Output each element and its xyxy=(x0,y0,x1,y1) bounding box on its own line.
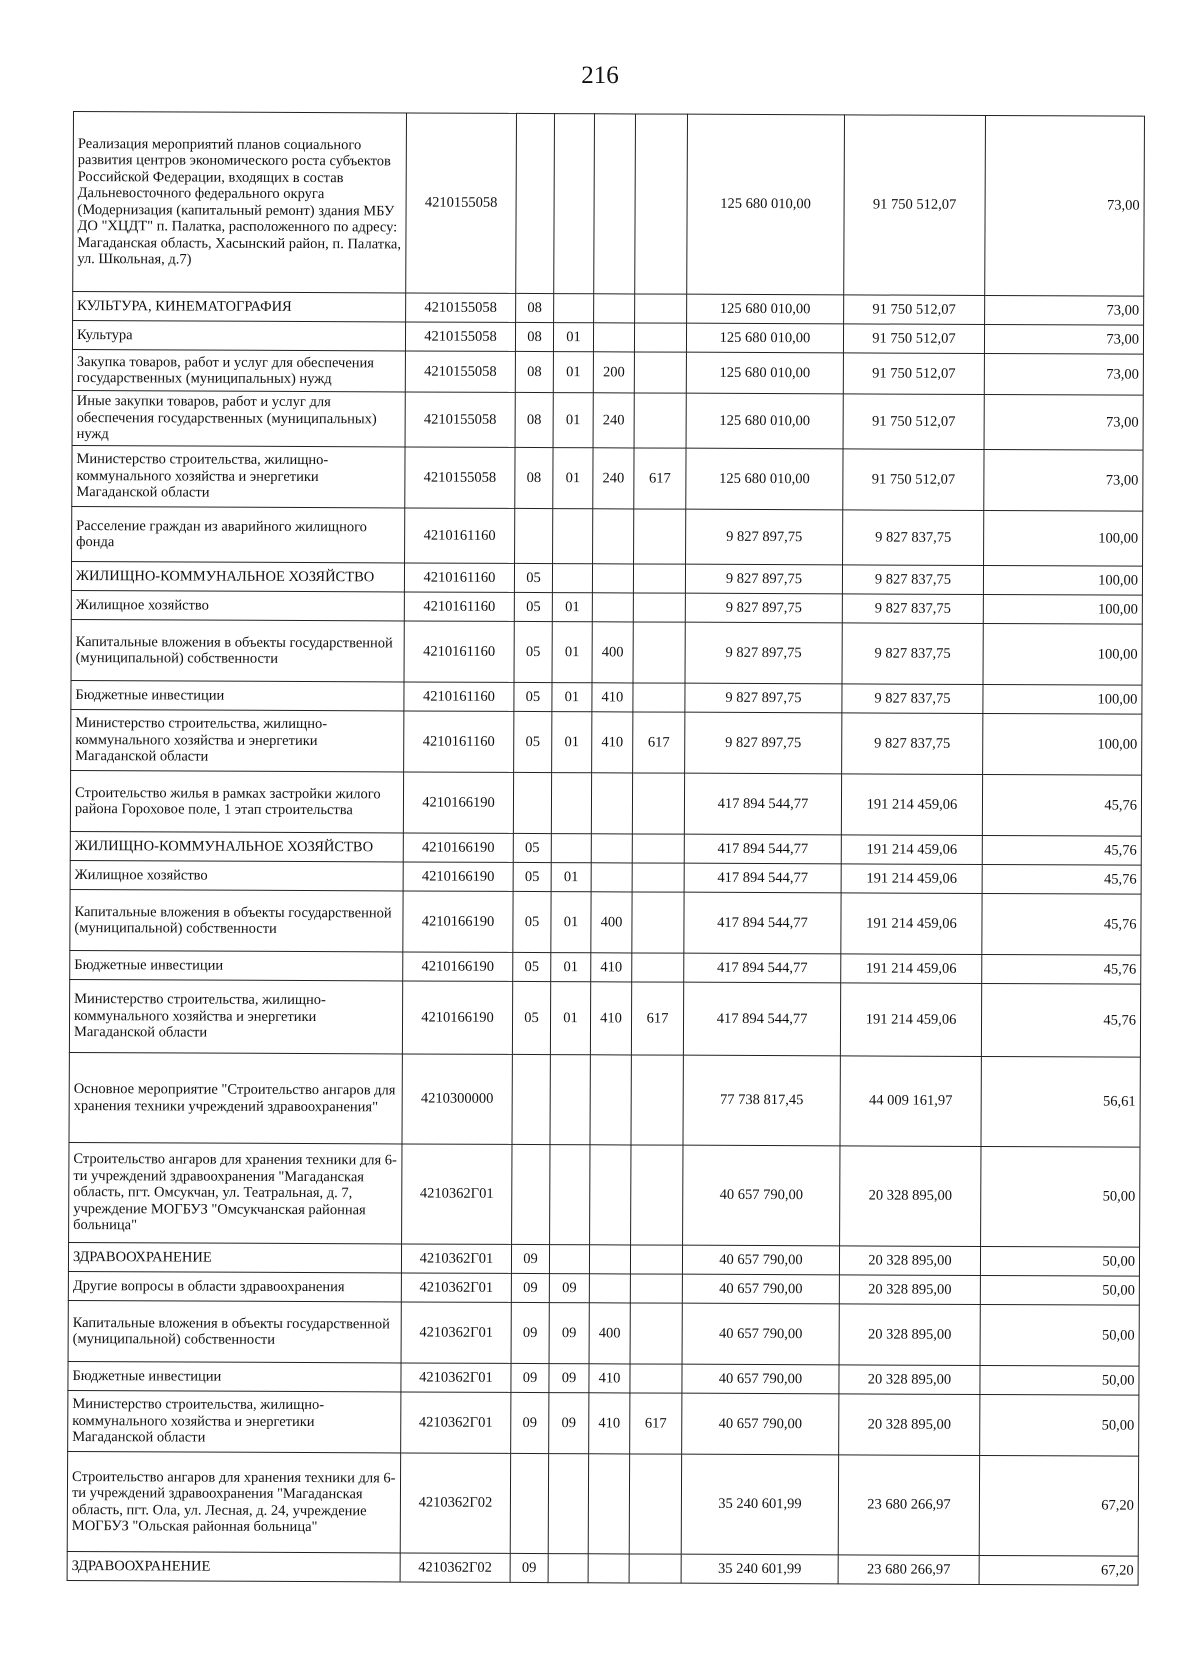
row-code: 4210161160 xyxy=(405,508,515,563)
row-expense-type xyxy=(589,1274,630,1303)
row-code: 4210161160 xyxy=(404,711,514,772)
row-plan: 40 657 790,00 xyxy=(682,1274,839,1304)
row-subsection: 09 xyxy=(549,1274,589,1303)
table-row xyxy=(71,590,1142,624)
row-name: Основное мероприятие "Строительство ангаров для хранения техники учреждений здравоохранения" xyxy=(69,1052,402,1143)
row-percent: 50,00 xyxy=(980,1394,1139,1456)
table-row xyxy=(70,860,1141,894)
row-section: 09 xyxy=(511,1302,549,1363)
row-code: 4210155058 xyxy=(406,113,517,293)
table-row xyxy=(68,1361,1139,1395)
row-subsection xyxy=(548,1554,588,1583)
row-fact: 23 680 266,97 xyxy=(838,1455,979,1556)
row-percent: 100,00 xyxy=(983,623,1142,685)
row-name: Министерство строительства, жилищно-коммунального хозяйства и энергетики Магаданской области xyxy=(72,445,405,507)
row-fact: 91 750 512,07 xyxy=(844,115,986,296)
row-name: Реализация мероприятий планов социального развития центров экономического роста субъектов Российской Федерации, входящих в состав Дальневосточного федерального округа (Модернизация (капитальный ремонт) здания МБУ ДО "ХЦДТ" п. Палатка, расположенного по адресу: Магаданская область, Хасынский район, п. Палатка, ул. Школьная, д.7) xyxy=(73,112,407,293)
row-percent: 73,00 xyxy=(984,324,1143,354)
row-expense-type xyxy=(591,773,632,834)
row-code: 4210155058 xyxy=(405,351,515,392)
table-row xyxy=(73,112,1145,297)
row-plan: 40 657 790,00 xyxy=(682,1245,839,1275)
row-fact: 91 750 512,07 xyxy=(843,324,984,354)
row-section: 05 xyxy=(514,563,552,592)
row-code: 4210155058 xyxy=(406,293,516,322)
row-administrator xyxy=(630,1364,682,1393)
row-percent: 73,00 xyxy=(985,295,1144,325)
row-subsection xyxy=(554,114,595,294)
row-subsection: 01 xyxy=(552,683,592,712)
row-section: 05 xyxy=(513,833,551,862)
row-expense-type xyxy=(592,564,633,593)
row-plan: 125 680 010,00 xyxy=(687,294,844,324)
table-row xyxy=(72,445,1143,511)
row-fact: 20 328 895,00 xyxy=(839,1394,980,1456)
row-subsection: 01 xyxy=(553,352,593,393)
row-name: Закупка товаров, работ и услуг для обеспечения государственных (муниципальных) нужд xyxy=(72,349,405,391)
table-row xyxy=(70,889,1141,955)
row-code: 4210161160 xyxy=(404,682,514,711)
row-code: 4210362Г01 xyxy=(401,1273,511,1302)
row-name: Капитальные вложения в объекты государственной (муниципальной) собственности xyxy=(71,619,404,681)
row-fact: 20 328 895,00 xyxy=(840,1146,981,1247)
row-percent: 67,20 xyxy=(979,1455,1138,1556)
row-administrator xyxy=(634,352,686,393)
row-plan: 35 240 601,99 xyxy=(681,1554,838,1584)
row-name: Жилищное хозяйство xyxy=(71,590,404,620)
row-section: 05 xyxy=(513,952,551,981)
row-plan: 9 827 897,75 xyxy=(686,509,843,565)
row-code: 4210362Г01 xyxy=(401,1302,511,1363)
row-administrator xyxy=(629,1554,681,1583)
row-name: Строительство жилья в рамках застройки жилого района Гороховое поле, 1 этап строительства xyxy=(70,770,403,832)
row-plan: 417 894 544,77 xyxy=(684,892,841,954)
row-administrator xyxy=(632,953,684,982)
row-subsection: 01 xyxy=(553,393,593,448)
row-plan: 40 657 790,00 xyxy=(682,1393,839,1455)
row-administrator xyxy=(634,509,686,564)
row-expense-type: 400 xyxy=(592,622,633,683)
page-number: 216 xyxy=(581,62,619,89)
row-percent: 50,00 xyxy=(980,1304,1139,1366)
row-subsection xyxy=(551,834,591,863)
row-percent: 45,76 xyxy=(982,954,1141,984)
row-code: 4210300000 xyxy=(402,1054,512,1144)
row-administrator xyxy=(635,114,688,294)
row-name: Бюджетные инвестиции xyxy=(68,1361,401,1391)
row-code: 4210362Г01 xyxy=(401,1244,511,1273)
row-percent: 45,76 xyxy=(982,774,1141,836)
row-plan: 125 680 010,00 xyxy=(686,352,843,394)
row-percent: 50,00 xyxy=(980,1365,1139,1395)
row-code: 4210362Г02 xyxy=(400,1453,510,1553)
row-plan: 417 894 544,77 xyxy=(684,953,841,983)
row-expense-type: 410 xyxy=(592,712,633,773)
row-administrator xyxy=(630,1303,682,1364)
row-code: 4210155058 xyxy=(405,322,515,351)
row-subsection: 09 xyxy=(549,1364,589,1393)
row-expense-type xyxy=(594,114,636,294)
row-administrator xyxy=(633,622,685,683)
row-fact: 44 009 161,97 xyxy=(840,1056,981,1147)
row-plan: 125 680 010,00 xyxy=(686,323,843,353)
budget-execution-table xyxy=(67,111,1145,1586)
row-name: КУЛЬТУРА, КИНЕМАТОГРАФИЯ xyxy=(73,292,406,322)
row-subsection: 01 xyxy=(551,953,591,982)
row-plan: 125 680 010,00 xyxy=(686,448,843,510)
row-expense-type xyxy=(591,834,632,863)
row-code: 4210166190 xyxy=(403,952,513,981)
row-fact: 9 827 837,75 xyxy=(843,510,984,566)
row-plan: 9 827 897,75 xyxy=(685,564,842,594)
row-plan: 9 827 897,75 xyxy=(685,593,842,623)
row-section: 05 xyxy=(513,862,551,891)
row-section xyxy=(512,1054,550,1144)
row-percent: 73,00 xyxy=(984,449,1143,511)
row-name: Министерство строительства, жилищно-коммунального хозяйства и энергетики Магаданской области xyxy=(71,709,404,771)
row-section: 09 xyxy=(511,1244,549,1273)
table-row xyxy=(68,1300,1139,1366)
row-code: 4210362Г02 xyxy=(400,1553,510,1582)
row-percent: 100,00 xyxy=(983,594,1142,624)
row-name: Иные закупки товаров, работ и услуг для обеспечения государственных (муниципальных) нужд xyxy=(72,390,405,446)
row-percent: 50,00 xyxy=(980,1275,1139,1305)
row-section: 08 xyxy=(515,392,553,447)
row-expense-type: 400 xyxy=(591,892,632,953)
row-section xyxy=(516,113,555,293)
table-row xyxy=(70,770,1141,836)
table-row xyxy=(68,1390,1139,1456)
row-administrator xyxy=(634,393,686,448)
row-section: 09 xyxy=(511,1363,549,1392)
row-plan: 417 894 544,77 xyxy=(684,834,841,864)
row-name: ЖИЛИЩНО-КОММУНАЛЬНОЕ ХОЗЯЙСТВО xyxy=(70,831,403,861)
row-subsection: 01 xyxy=(551,863,591,892)
row-section: 05 xyxy=(514,621,552,682)
row-plan: 9 827 897,75 xyxy=(685,622,842,684)
row-fact: 191 214 459,06 xyxy=(841,954,982,984)
row-name: Бюджетные инвестиции xyxy=(71,680,404,710)
row-subsection: 01 xyxy=(553,323,593,352)
row-code: 4210155058 xyxy=(405,447,515,508)
table-row xyxy=(72,321,1143,355)
table-row xyxy=(72,349,1143,395)
row-expense-type: 200 xyxy=(593,352,634,393)
table-row xyxy=(71,561,1142,595)
row-section: 05 xyxy=(514,592,552,621)
row-administrator xyxy=(634,323,686,352)
table-row xyxy=(69,1052,1140,1147)
row-expense-type: 240 xyxy=(593,393,634,448)
row-subsection: 01 xyxy=(551,892,591,953)
row-expense-type xyxy=(588,1554,629,1583)
row-administrator xyxy=(632,773,684,834)
row-subsection: 01 xyxy=(552,622,592,683)
row-name: Расселение граждан из аварийного жилищного фонда xyxy=(72,506,405,562)
row-subsection: 09 xyxy=(549,1393,589,1454)
row-subsection: 09 xyxy=(549,1303,589,1364)
row-fact: 9 827 837,75 xyxy=(842,713,983,775)
row-name: Капитальные вложения в объекты государственной (муниципальной) собственности xyxy=(68,1300,401,1362)
row-expense-type xyxy=(592,593,633,622)
row-section: 05 xyxy=(513,891,551,952)
row-code: 4210166190 xyxy=(403,772,513,833)
row-subsection xyxy=(552,564,592,593)
row-administrator xyxy=(633,564,685,593)
row-fact: 23 680 266,97 xyxy=(838,1555,979,1585)
row-plan: 77 738 817,45 xyxy=(683,1055,840,1146)
row-percent: 50,00 xyxy=(981,1146,1140,1247)
row-subsection: 01 xyxy=(552,712,592,773)
row-fact: 9 827 837,75 xyxy=(842,594,983,624)
row-code: 4210166190 xyxy=(403,833,513,862)
row-fact: 191 214 459,06 xyxy=(840,983,981,1057)
row-code: 4210161160 xyxy=(404,621,514,682)
row-fact: 91 750 512,07 xyxy=(843,353,984,395)
table-row xyxy=(70,831,1141,865)
row-subsection: 01 xyxy=(552,593,592,622)
row-fact: 191 214 459,06 xyxy=(841,835,982,865)
row-fact: 9 827 837,75 xyxy=(842,623,983,685)
row-administrator: 617 xyxy=(634,448,686,509)
row-administrator xyxy=(630,1274,682,1303)
row-section: 09 xyxy=(511,1273,549,1302)
row-expense-type xyxy=(594,294,635,323)
table-row xyxy=(70,950,1141,984)
row-subsection: 01 xyxy=(553,448,593,509)
row-fact: 20 328 895,00 xyxy=(839,1275,980,1305)
row-section: 08 xyxy=(516,293,554,322)
row-name: Министерство строительства, жилищно-коммунального хозяйства и энергетики Магаданской области xyxy=(68,1390,401,1452)
row-fact: 20 328 895,00 xyxy=(839,1304,980,1366)
row-percent: 50,00 xyxy=(980,1246,1139,1276)
table-row xyxy=(72,506,1143,566)
row-section xyxy=(512,1144,550,1244)
row-code: 4210362Г01 xyxy=(401,1363,511,1392)
row-percent: 73,00 xyxy=(985,115,1145,296)
row-name: Жилищное хозяйство xyxy=(70,860,403,890)
table-row xyxy=(73,292,1144,326)
row-percent: 100,00 xyxy=(983,713,1142,775)
table-row xyxy=(69,979,1140,1057)
row-expense-type: 410 xyxy=(592,683,633,712)
row-fact: 91 750 512,07 xyxy=(844,295,985,325)
row-name: Бюджетные инвестиции xyxy=(70,950,403,980)
table-row xyxy=(71,619,1142,685)
table-row xyxy=(67,1551,1138,1585)
row-fact: 191 214 459,06 xyxy=(841,893,982,955)
row-expense-type: 410 xyxy=(589,1364,630,1393)
table-row xyxy=(68,1242,1139,1276)
row-administrator xyxy=(631,1055,683,1145)
row-section xyxy=(513,772,551,833)
row-administrator xyxy=(630,1245,682,1274)
row-name: Министерство строительства, жилищно-коммунального хозяйства и энергетики Магаданской области xyxy=(69,979,402,1053)
row-name: Другие вопросы в области здравоохранения xyxy=(68,1271,401,1301)
row-percent: 73,00 xyxy=(984,394,1143,450)
row-section: 08 xyxy=(515,351,553,392)
row-expense-type: 410 xyxy=(590,982,631,1055)
row-fact: 20 328 895,00 xyxy=(839,1365,980,1395)
table-row xyxy=(72,390,1143,450)
row-subsection xyxy=(549,1245,589,1274)
row-fact: 91 750 512,07 xyxy=(843,394,984,450)
row-percent: 100,00 xyxy=(984,510,1143,566)
row-percent: 45,76 xyxy=(981,983,1140,1057)
row-subsection xyxy=(550,1145,590,1245)
row-administrator xyxy=(633,683,685,712)
row-section: 09 xyxy=(510,1553,548,1582)
row-plan: 9 827 897,75 xyxy=(685,683,842,713)
row-section: 05 xyxy=(512,981,550,1054)
row-plan: 9 827 897,75 xyxy=(685,712,842,774)
row-code: 4210362Г01 xyxy=(401,1392,511,1453)
row-expense-type: 410 xyxy=(591,953,632,982)
row-fact: 91 750 512,07 xyxy=(843,449,984,511)
row-administrator xyxy=(631,1145,683,1245)
row-section: 08 xyxy=(515,322,553,351)
row-plan: 35 240 601,99 xyxy=(681,1454,838,1555)
table-row xyxy=(67,1451,1138,1556)
row-code: 4210161160 xyxy=(404,563,514,592)
row-fact: 191 214 459,06 xyxy=(841,864,982,894)
row-percent: 100,00 xyxy=(983,565,1142,595)
row-expense-type xyxy=(593,509,634,564)
row-expense-type: 400 xyxy=(589,1303,630,1364)
row-section xyxy=(510,1453,548,1553)
row-fact: 9 827 837,75 xyxy=(842,565,983,595)
row-administrator xyxy=(632,892,684,953)
row-administrator: 617 xyxy=(631,982,683,1055)
row-administrator: 617 xyxy=(633,712,685,773)
row-percent: 73,00 xyxy=(984,353,1143,395)
row-administrator: 617 xyxy=(630,1393,682,1454)
row-expense-type: 240 xyxy=(593,448,634,509)
row-plan: 417 894 544,77 xyxy=(684,773,841,835)
row-expense-type: 410 xyxy=(589,1393,630,1454)
row-administrator xyxy=(632,863,684,892)
row-plan: 417 894 544,77 xyxy=(683,982,840,1056)
row-code: 4210161160 xyxy=(404,592,514,621)
row-subsection: 01 xyxy=(550,982,590,1055)
row-code: 4210362Г01 xyxy=(402,1144,512,1244)
row-name: ЖИЛИЩНО-КОММУНАЛЬНОЕ ХОЗЯЙСТВО xyxy=(71,561,404,591)
row-plan: 40 657 790,00 xyxy=(683,1145,840,1246)
row-code: 4210155058 xyxy=(405,392,515,447)
row-percent: 100,00 xyxy=(983,684,1142,714)
row-expense-type xyxy=(588,1454,629,1554)
row-section: 09 xyxy=(511,1392,549,1453)
row-code: 4210166190 xyxy=(403,862,513,891)
row-code: 4210166190 xyxy=(402,981,512,1054)
row-section: 05 xyxy=(514,682,552,711)
row-percent: 45,76 xyxy=(982,864,1141,894)
row-name: ЗДРАВООХРАНЕНИЕ xyxy=(67,1551,400,1581)
row-subsection xyxy=(554,294,594,323)
row-administrator xyxy=(633,593,685,622)
row-subsection xyxy=(551,773,591,834)
row-subsection xyxy=(548,1454,588,1554)
row-expense-type xyxy=(589,1245,630,1274)
row-name: Строительство ангаров для хранения техники для 6-ти учреждений здравоохранения "Магаданская область, пгт. Омсукчан, ул. Театральная, д. 7, учреждение МОГБУЗ "Омсукчанская районная больница" xyxy=(69,1142,402,1243)
row-fact: 9 827 837,75 xyxy=(842,684,983,714)
row-plan: 125 680 010,00 xyxy=(686,393,843,449)
table-row xyxy=(68,1271,1139,1305)
row-section xyxy=(515,508,553,563)
row-plan: 40 657 790,00 xyxy=(682,1303,839,1365)
row-administrator xyxy=(635,294,687,323)
row-fact: 20 328 895,00 xyxy=(839,1246,980,1276)
row-percent: 45,76 xyxy=(982,835,1141,865)
row-subsection xyxy=(553,509,593,564)
row-expense-type xyxy=(593,323,634,352)
table-body xyxy=(67,112,1144,1586)
row-expense-type xyxy=(591,863,632,892)
table-row xyxy=(71,709,1142,775)
table-row xyxy=(69,1142,1140,1247)
row-section: 08 xyxy=(515,447,553,508)
row-name: Строительство ангаров для хранения техники для 6-ти учреждений здравоохранения "Магаданская область, пгт. Ола, ул. Лесная, д. 24, учреждение МОГБУЗ "Ольская районная больница" xyxy=(67,1451,400,1552)
table-row xyxy=(71,680,1142,714)
row-fact: 191 214 459,06 xyxy=(841,774,982,836)
row-plan: 417 894 544,77 xyxy=(684,863,841,893)
row-name: Культура xyxy=(72,321,405,351)
row-plan: 40 657 790,00 xyxy=(682,1364,839,1394)
row-name: ЗДРАВООХРАНЕНИЕ xyxy=(68,1242,401,1272)
row-expense-type xyxy=(590,1055,631,1145)
row-percent: 56,61 xyxy=(981,1056,1140,1147)
row-expense-type xyxy=(590,1145,631,1245)
row-administrator xyxy=(629,1454,681,1554)
row-administrator xyxy=(632,834,684,863)
row-percent: 45,76 xyxy=(982,893,1141,955)
row-plan: 125 680 010,00 xyxy=(687,114,845,295)
row-name: Капитальные вложения в объекты государственной (муниципальной) собственности xyxy=(70,889,403,951)
row-code: 4210166190 xyxy=(403,891,513,952)
row-percent: 67,20 xyxy=(979,1555,1138,1585)
row-subsection xyxy=(550,1055,590,1145)
row-section: 05 xyxy=(514,711,552,772)
